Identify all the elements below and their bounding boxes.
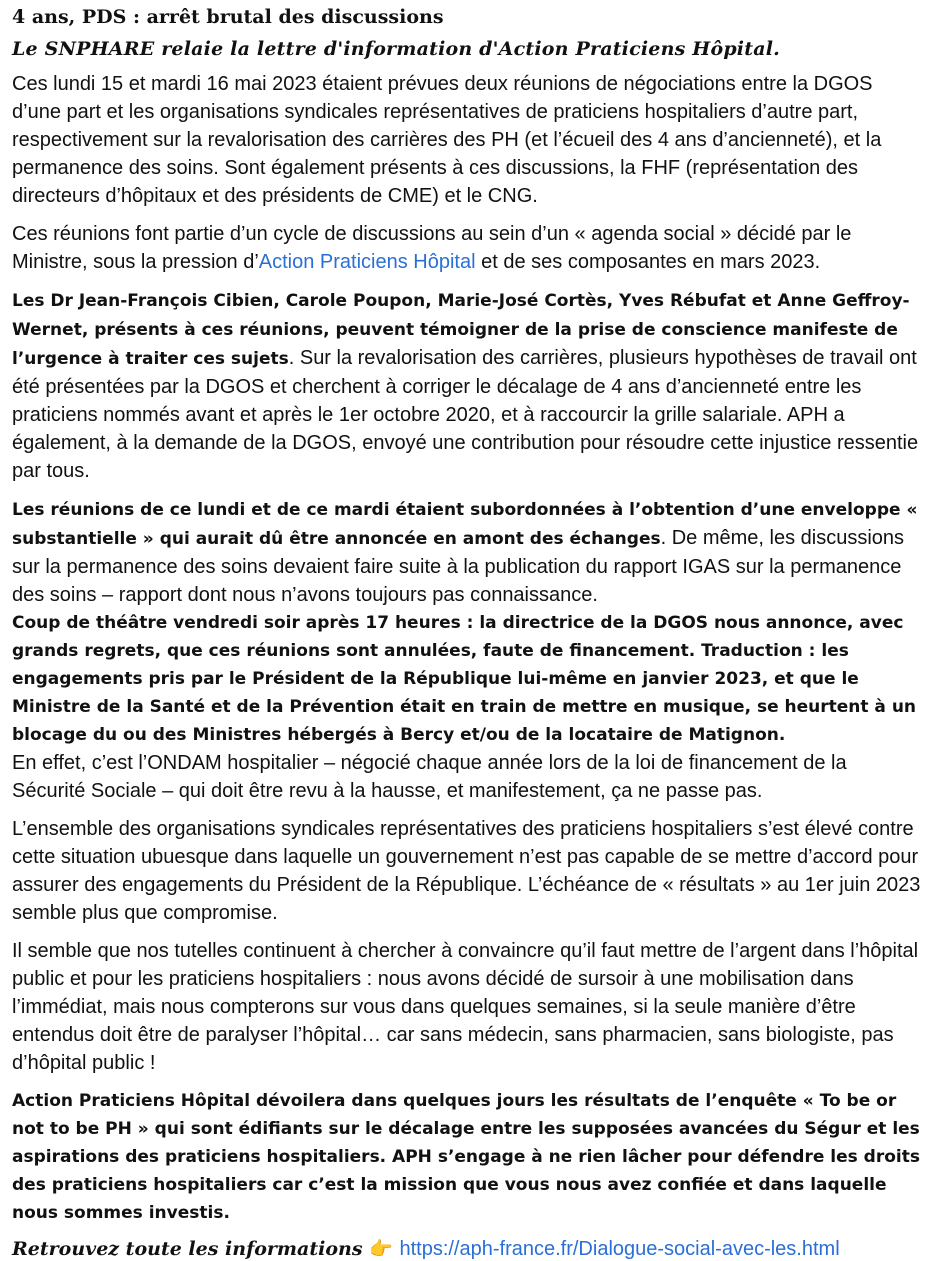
paragraph-survey: Action Praticiens Hôpital dévoilera dans quelques jours les résultats de l’enquête « To be or not to be PH » qui sont édifiants sur le décalage entre les supposées avancées du Ségur et les aspirations des praticiens hospitaliers. APH s’engage à ne rien lâcher pour défendre les droits des praticiens hospitaliers car c’est la mission que vous nous avez confiée et dans laquelle nous sommes investis.: [12, 1091, 920, 1223]
pointing-hand-icon: 👉: [369, 1238, 393, 1260]
paragraph-agenda-social: [12, 220, 921, 276]
aph-link[interactable]: Action Praticiens Hôpital: [258, 251, 476, 273]
paragraph-ondam: En effet, c’est l’ONDAM hospitalier – négocié chaque année lors de la loi de financement de la Sécurité Sociale – qui doit être revu à la hausse, et manifestement, ça ne passe pas.: [12, 752, 847, 802]
paragraph-mobilisation: Il semble que nos tutelles continuent à chercher à convaincre qu’il faut mettre de l’argent dans l’hôpital public et pour les praticiens hospitaliers : nous avons décidé de sursoir à une mobilisation dans l’immédiat, mais nous compterons sur vous dans quelques semaines, si la seule manière d’être entendus doit être de paralyser l’hôpital… car sans médecin, sans pharmacien, sans biologiste, pas d’hôpital public !: [12, 940, 919, 1074]
article-title: 4 ans, PDS : arrêt brutal des discussions: [12, 6, 444, 28]
paragraph-unions: L’ensemble des organisations syndicales représentatives des praticiens hospitaliers s’est élevé contre cette situation ubuesque dans laquelle un gouvernement n’est pas capable de se mettre d’accord pour assurer des engagements du Président de la République. L’échéance de « résultats » au 1er juin 2023 semble plus que compromise.: [12, 818, 921, 924]
witnesses-text: . Sur la revalorisation des carrières, plusieurs hypothèses de travail ont été présentées par la DGOS et cherchent à corriger le décalage de 4 ans d’ancienneté entre les praticiens nommés avant et après le 1er octobre 2020, et à raccourcir la grille salariale. APH a également, à la demande de la DGOS, envoyé une contribution pour résoudre cette injustice ressentie par tous.: [12, 347, 919, 482]
envelope-bold: Les réunions de ce lundi et de ce mardi étaient subordonnées à l’obtention d’une enveloppe « substantielle » qui aurait dû être annoncée en amont des échanges: [12, 500, 918, 549]
footer-url-link[interactable]: https://aph-france.fr/Dialogue-social-avec-les.html: [399, 1238, 840, 1260]
footer-label: Retrouvez toute les informations: [12, 1238, 363, 1260]
paragraph-negotiations: Ces lundi 15 et mardi 16 mai 2023 étaient prévues deux réunions de négociations entre la DGOS d’une part et les organisations syndicales représentatives de praticiens hospitaliers d’autre part, respectivement sur la revalorisation des carrières des PH (et l’écueil des 4 ans d’ancienneté), et la permanence des soins. Sont également présents à ces discussions, la FHF (représentation des directeurs d’hôpitaux et des présidents de CME) et le CNG.: [12, 73, 882, 207]
envelope-text: . De même, les discussions sur la permanence des soins devaient faire suite à la publication du rapport IGAS sur la permanence des soins – rapport dont nous n’avons toujours pas connaissance.: [12, 527, 905, 606]
paragraph-coup-de-theatre: Coup de théâtre vendredi soir après 17 heures : la directrice de la DGOS nous annonce, avec grands regrets, que ces réunions sont annulées, faute de financement. Traduction : les engagements pris par le Président de la République lui-même en janvier 2023, et que le Ministre de la Santé et de la Prévention était en train de mettre en musique, se heurtent à un blocage du ou des Ministres hébergés à Bercy et/ou de la locataire de Matignon.: [12, 613, 917, 745]
witnesses-bold: Les Dr Jean-François Cibien, Carole Poupon, Marie-José Cortès, Yves Rébufat et Anne Geffroy-Wernet, présents à ces réunions, peuvent témoigner de la prise de conscience manifeste de l’urgence à traiter ces sujets: [12, 291, 910, 369]
footer-line: [12, 1237, 921, 1261]
article-subtitle: Le SNPHARE relaie la lettre d'information d'Action Praticiens Hôpital.: [12, 38, 780, 60]
paragraph-agenda-text: Ces réunions font partie d’un cycle de discussions au sein d’un « agenda social » décidé par le Ministre, sous la pression d’: [12, 223, 852, 273]
paragraph-witnesses: [12, 286, 921, 485]
paragraph-envelope: [12, 495, 921, 609]
paragraph-agenda-end: et de ses composantes en mars 2023.: [475, 251, 821, 273]
